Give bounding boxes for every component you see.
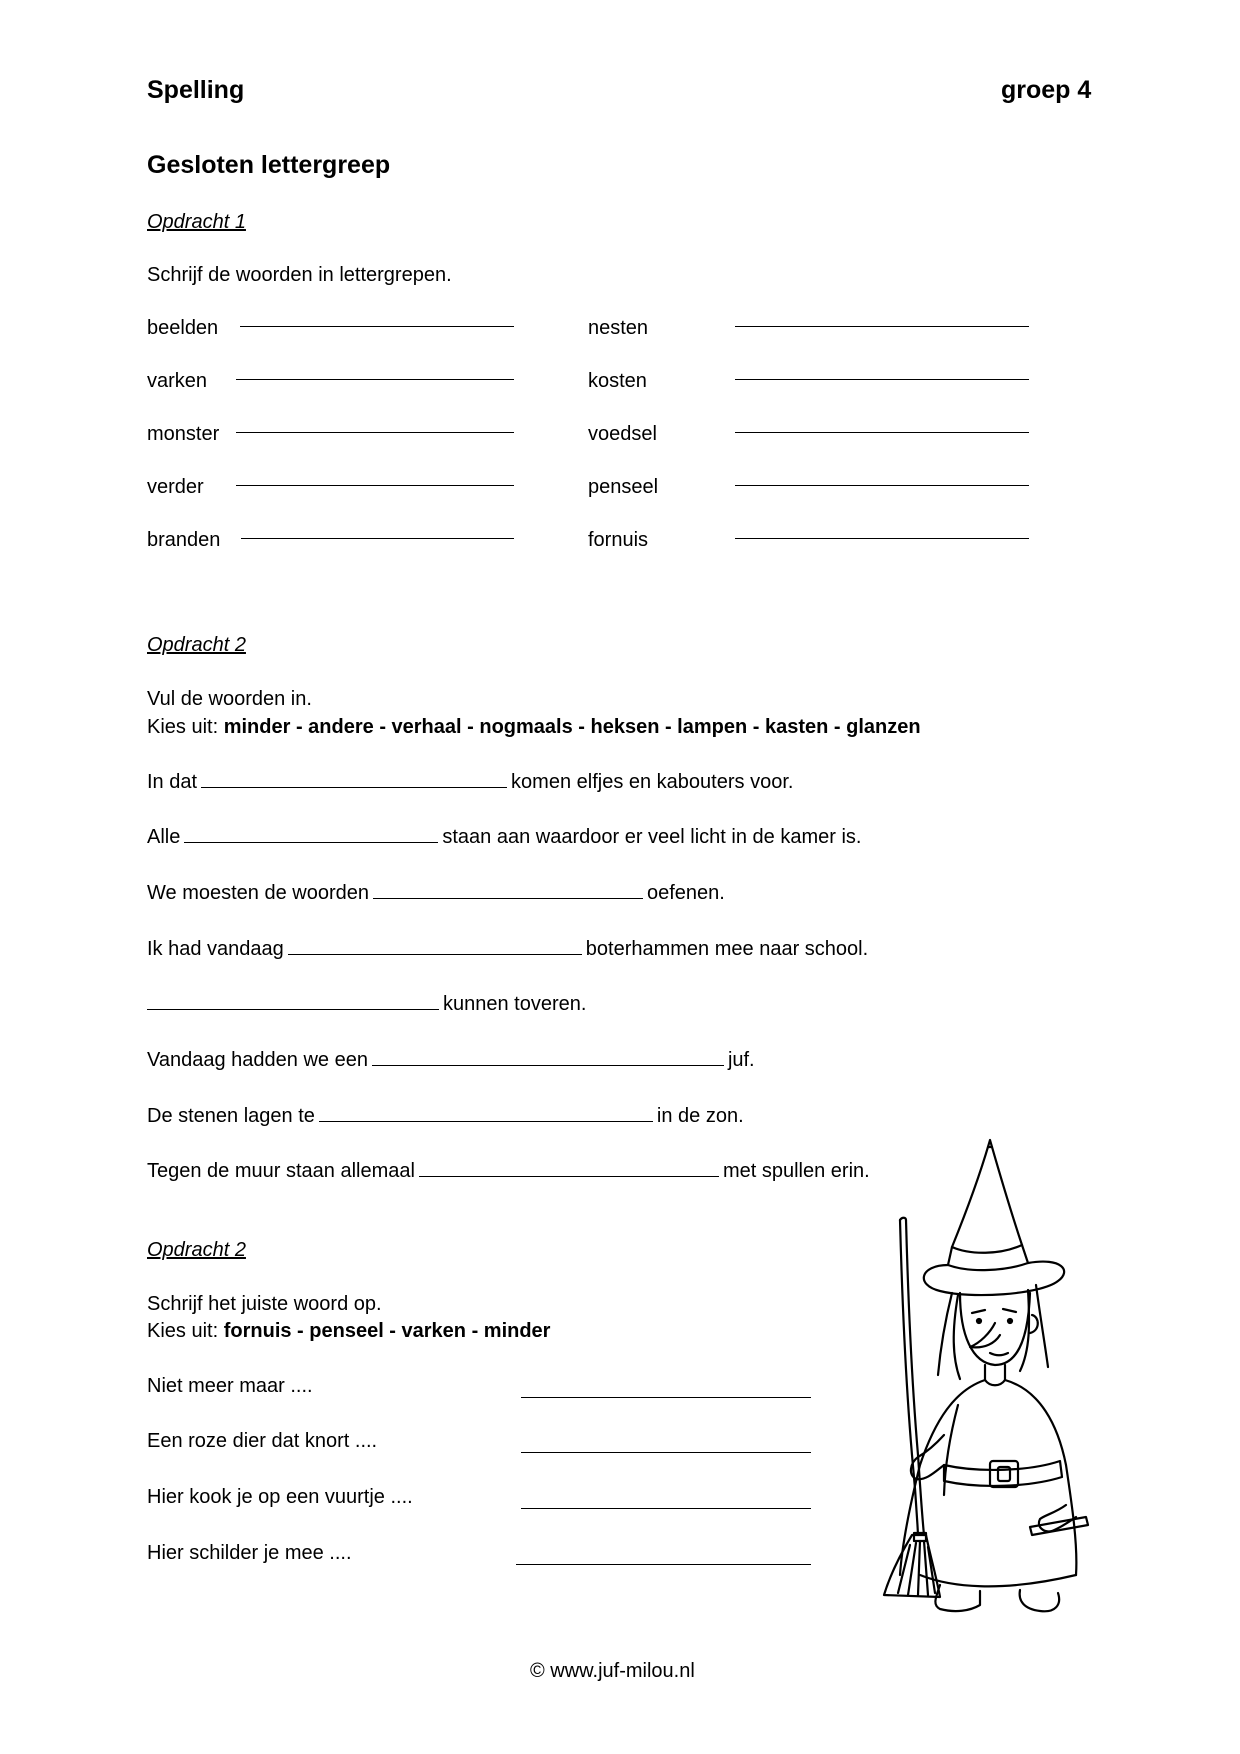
ex3-answer-line-3[interactable] [521, 1508, 811, 1509]
word-bank-label: Kies uit: [147, 716, 219, 738]
ex2-sentence-7 [147, 1103, 744, 1128]
sentence-end: met spullen erin. [722, 1160, 870, 1182]
grade-label: groep 4 [1001, 76, 1092, 104]
word-bank-words: fornuis - penseel - varken - minder [223, 1320, 551, 1342]
word-bank-words: minder - andere - verhaal - nogmaals - heksen - lampen - kasten - glanzen [223, 716, 921, 738]
fill-in-blank[interactable] [201, 769, 507, 788]
ex3-clue-2: Een roze dier dat knort .... [147, 1430, 378, 1452]
ex1-answer-line-left-5[interactable] [241, 538, 514, 539]
fill-in-blank[interactable] [184, 824, 438, 843]
ex2-sentence-8 [147, 1158, 870, 1183]
ex3-answer-line-2[interactable] [521, 1452, 811, 1453]
ex1-answer-line-right-4[interactable] [735, 485, 1029, 486]
sentence-start: Vandaag hadden we een [147, 1049, 368, 1071]
ex2-sentence-5 [147, 991, 586, 1016]
ex3-clue-1: Niet meer maar .... [147, 1375, 313, 1397]
exercise2-heading: Opdracht 2 [147, 634, 246, 656]
ex1-answer-line-left-4[interactable] [236, 485, 514, 486]
sentence-end: kunnen toveren. [443, 993, 587, 1015]
sentence-end: in de zon. [656, 1105, 744, 1127]
ex1-word-left-5: branden [147, 529, 221, 551]
ex2-sentence-4 [147, 936, 868, 961]
ex1-answer-line-right-2[interactable] [735, 379, 1029, 380]
ex3-answer-line-1[interactable] [521, 1397, 811, 1398]
exercise2-word-bank [147, 716, 921, 739]
ex2-sentence-3 [147, 880, 725, 905]
witch-illustration [840, 1135, 1090, 1615]
ex3-clue-3: Hier kook je op een vuurtje .... [147, 1486, 413, 1508]
sentence-end: oefenen. [646, 882, 725, 904]
ex1-word-left-1: beelden [147, 317, 219, 339]
sentence-start: We moesten de woorden [147, 882, 369, 904]
fill-in-blank[interactable] [372, 1047, 724, 1066]
sentence-end: staan aan waardoor er veel licht in de kamer is. [442, 826, 862, 848]
ex1-answer-line-right-5[interactable] [735, 538, 1029, 539]
ex1-word-right-5: fornuis [588, 529, 649, 551]
ex1-word-left-2: varken [147, 370, 208, 392]
ex3-clue-4: Hier schilder je mee .... [147, 1542, 352, 1564]
sentence-end: juf. [727, 1049, 755, 1071]
ex1-word-left-4: verder [147, 476, 204, 498]
ex3-answer-line-4[interactable] [516, 1564, 811, 1565]
ex1-answer-line-right-3[interactable] [735, 432, 1029, 433]
ex2-sentence-1 [147, 769, 793, 794]
fill-in-blank[interactable] [373, 880, 643, 899]
ex2-sentence-6 [147, 1047, 755, 1072]
ex1-answer-line-right-1[interactable] [735, 326, 1029, 327]
sentence-start: Ik had vandaag [147, 938, 284, 960]
sentence-end: komen elfjes en kabouters voor. [511, 771, 794, 793]
sentence-end: boterhammen mee naar school. [585, 938, 869, 960]
sentence-start: Alle [147, 826, 181, 848]
fill-in-blank[interactable] [147, 991, 439, 1010]
exercise1-heading: Opdracht 1 [147, 211, 246, 233]
exercise2-instruction: Vul de woorden in. [147, 688, 312, 710]
worksheet-title: Gesloten lettergreep [147, 151, 391, 179]
exercise3-word-bank [147, 1320, 550, 1343]
exercise3-instruction: Schrijf het juiste woord op. [147, 1293, 382, 1315]
ex1-word-left-3: monster [147, 423, 220, 445]
ex1-word-right-2: kosten [588, 370, 647, 392]
ex1-answer-line-left-2[interactable] [236, 379, 514, 380]
sentence-start: In dat [147, 771, 198, 793]
fill-in-blank[interactable] [419, 1158, 719, 1177]
sentence-start: De stenen lagen te [147, 1105, 315, 1127]
sentence-start: Tegen de muur staan allemaal [147, 1160, 415, 1182]
fill-in-blank[interactable] [288, 936, 582, 955]
ex2-sentence-2 [147, 824, 861, 849]
ex1-word-right-1: nesten [588, 317, 649, 339]
ex1-answer-line-left-3[interactable] [236, 432, 514, 433]
footer-copyright: © www.juf-milou.nl [530, 1660, 695, 1682]
word-bank-label: Kies uit: [147, 1320, 219, 1342]
ex1-answer-line-left-1[interactable] [240, 326, 514, 327]
ex1-word-right-4: penseel [588, 476, 659, 498]
exercise3-heading: Opdracht 2 [147, 1239, 246, 1261]
exercise1-instruction: Schrijf de woorden in lettergrepen. [147, 264, 452, 286]
ex1-word-right-3: voedsel [588, 423, 657, 445]
subject-title: Spelling [147, 76, 245, 104]
fill-in-blank[interactable] [319, 1103, 653, 1122]
